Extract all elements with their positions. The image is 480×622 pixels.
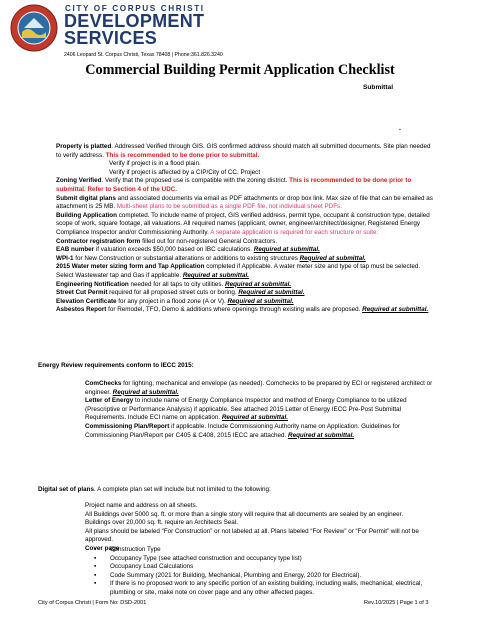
- item-asbestos: Asbestos Report for Remodel, TFO, Demo & additions where openings through existing walls are proposed. Required at submittal.: [56, 306, 429, 314]
- item-letter-of-energy: Letter of Energy to include name of Energy Compliance Inspector and method of Energy Compliance to be utilized (Prescriptive or Performance Analysis) if applicable. See attached 2015 Letter of Energy IECC Pre-Post Submittal Requirements. Include ECI name on application. Required at submittal.: [85, 397, 407, 422]
- footer-form-number: City of Corpus Christi | Form No: DSD-2001: [38, 600, 147, 606]
- list-item: ▪ If there is no proposed work to any specific portion of an existing building, including walls, mechanical, electrical, plumbing or site, make note on cover page and any other affected pages.: [94, 580, 446, 597]
- plans-line: All Buildings over 5000 sq. ft. or more than a single story will require that all documents are sealed by an engineer.: [85, 510, 404, 518]
- energy-requirements: [85, 380, 435, 440]
- org-address: 2406 Leopard St. Corpus Christi, Texas 78408 | Phone:361.826.3240: [64, 52, 223, 58]
- org-name-line2: SERVICES: [64, 28, 158, 48]
- stray-dot: .: [399, 125, 401, 132]
- energy-heading: Energy Review requirements conform to IECC 2015:: [38, 362, 194, 369]
- list-item: ▪ Occupancy Type (see attached construction and occupancy type list): [94, 555, 446, 564]
- cover-page-label: Cover page: [85, 544, 120, 552]
- item-zoning: Zoning Verified. Verify that the proposed use is compatible with the zoning district. This is recommended to be done prior to submittal. Refer to Section 4 of the UDC.: [56, 177, 412, 193]
- footer-page-number: Rev.10/2025 | Page 1 of 3: [364, 600, 429, 606]
- page-title: Commercial Building Permit Application Checklist: [85, 62, 395, 78]
- item-water-meter: 2015 Water meter sizing form and Tap Application completed if Applicable. A water meter size and type of tap must be selected. Select Wastewater tap and Gas if applicable. Required at submittal.: [56, 263, 421, 279]
- plans-heading: Digital set of plans. A complete plan set will include but not limited to the following:: [38, 486, 271, 493]
- item-application: Building Application completed. To include name of project, GIS verified address, permit type, occupant & construction type, detailed scope of work, square footage, all valuations. All required names (applicant, owner, engineer/architect/designer, Registered Energy Compliance Inspector and/or Commissioning Authority. A separate application is required for each structure or suite.: [56, 211, 430, 236]
- submittal-checklist: [56, 143, 436, 315]
- item-contractor: Contractor registration form filled out for non-registered General Contractors.: [56, 237, 278, 245]
- plans-line: All plans should be labeled “For Construction” or not labeled at all. Plans labeled “For Review” or “For Permit” will not be approved.: [85, 527, 419, 544]
- plans-line: Project name and address on all sheets.: [85, 502, 198, 509]
- org-city-name: CITY OF CORPUS CHRISTI: [65, 4, 205, 13]
- list-item: ▪ Occupancy Load Calculations: [94, 563, 446, 572]
- item-platted: Property is platted. Addressed Verified through GIS. GIS confirmed address should match all submitted documents. Site plan needed to verify address. This is recommended to be done prior to submittal.: [56, 143, 431, 159]
- item-cip: Verify if project is affected by a CIP/City of CC. Project: [109, 168, 261, 176]
- list-item: ▪ Construction Type: [94, 546, 446, 555]
- submittal-label: Submittal: [363, 84, 394, 91]
- cover-page-list: [94, 546, 446, 598]
- item-flood: Verify if project is in a flood plain.: [109, 160, 201, 168]
- item-digital: Submit digital plans and associated documents via email as PDF attachments or drop box link. Max size of file that can be emailed as attachment is 25 MB. Multi-sheet plans to be submitted as a single PDF file, not individual sheet PDFs.: [56, 194, 433, 211]
- item-street-cut: Street Cut Permit required for all proposed street cuts or boring. Required at submittal.: [56, 289, 305, 297]
- list-item: ▪ Code Summary (2021 for Building, Mechanical, Plumbing and Energy, 2020 for Electrical).: [94, 572, 446, 581]
- org-name-line1: DEVELOPMENT: [64, 11, 205, 31]
- city-seal-logo: [10, 4, 58, 52]
- item-wpi: WPI-1 for New Construction or substantial alterations or additions to existing structures Required at submittal.: [56, 254, 366, 262]
- plans-line: Buildings over 20,000 sq. ft. require an Architects Seal.: [85, 519, 238, 527]
- item-eab: EAB number if valuation exceeds $50,000 based on IBC calculations. Required at submittal.: [56, 246, 320, 254]
- item-elevation: Elevation Certificate for any project in a flood zone (A or V). Required at submittal.: [56, 297, 294, 305]
- item-comchecks: ComChecks for lighting, mechanical and envelope (as needed). Comchecks to be prepared by ECI or registered architect or engineer. Required at submittal.: [85, 380, 433, 396]
- item-commissioning: Commissioning Plan/Report if applicable. Include Commissioning Authority name on Application. Guidelines for Commissioning Plan/Report per C405 & C408, 2015 IECC are attached. Required at submittal.: [85, 422, 400, 439]
- item-engineering: Engineering Notification needed for all taps to city utilities. Required at submittal.: [56, 280, 292, 288]
